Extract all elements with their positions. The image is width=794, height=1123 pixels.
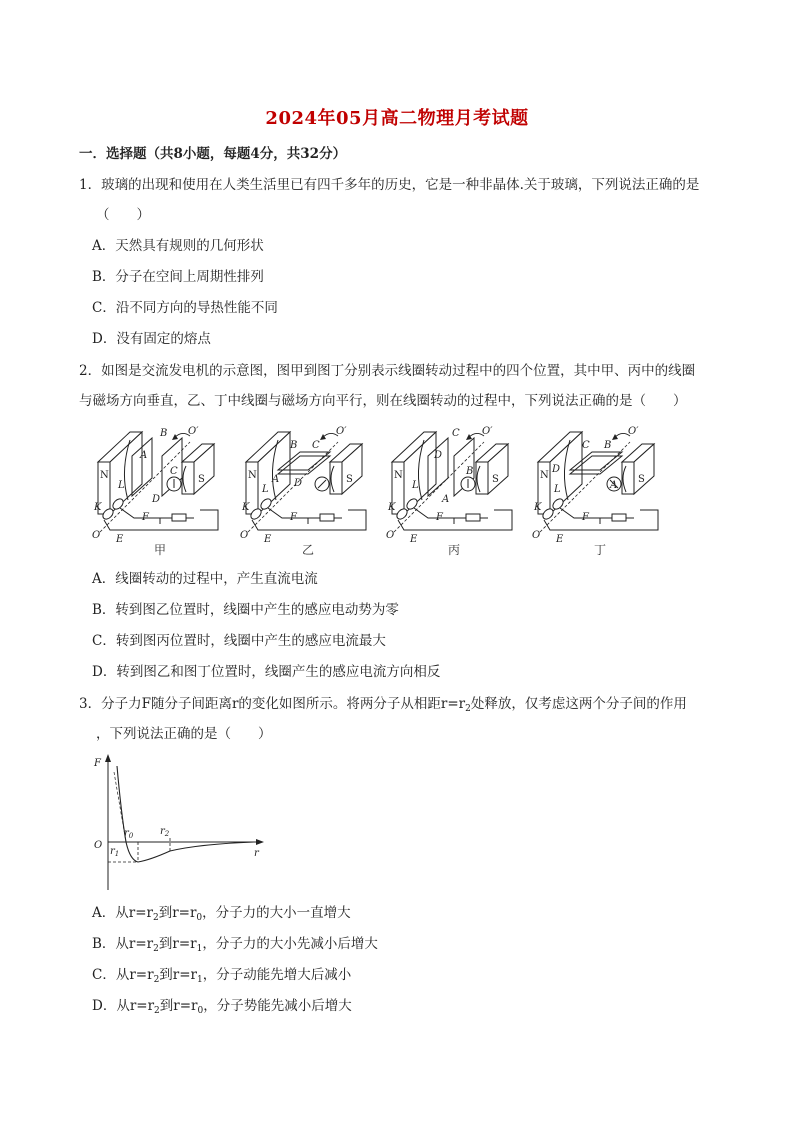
svg-text:E: E [264,534,272,545]
q1-option-b: B．分子在空间上周期性排列 [92,269,264,285]
generator-figure-ding [532,426,658,545]
svg-text:A: A [610,480,618,491]
svg-text:K: K [534,502,542,513]
label-r1: $r_1$ [110,846,120,858]
q2-option-c: C．转到图丙位置时，线圈中产生的感应电流最大 [92,633,386,649]
svg-text:F: F [436,512,443,523]
svg-text:S: S [638,474,645,485]
svg-text:S: S [198,474,205,485]
svg-text:F: F [142,512,149,523]
generator-figure-yi [240,426,366,545]
svg-text:F: F [290,512,297,523]
svg-text:S: S [346,474,353,485]
svg-text:D: D [552,464,561,475]
page-title: 2024年05月高二物理月考试题 [265,108,529,129]
svg-text:C: C [452,428,460,439]
svg-text:L: L [412,480,419,491]
q2-option-b: B．转到图乙位置时，线圈中产生的感应电动势为零 [92,602,399,618]
svg-text:S: S [492,474,499,485]
caption-ding: 丁 [594,543,607,557]
q1-option-a: A．天然具有规则的几何形状 [92,238,264,254]
q1-option-d: D．没有固定的熔点 [92,331,211,347]
svg-text:O′: O′ [482,426,493,437]
generator-figures [90,422,670,560]
svg-text:A: A [140,450,148,461]
caption-jia: 甲 [154,543,167,557]
svg-text:D: D [434,450,443,461]
caption-yi: 乙 [302,543,315,557]
q3-option-c: C．从$r=r_2$到$r=r_1$，分子动能先增大后减小 [92,967,352,985]
svg-text:O′: O′ [188,426,199,437]
svg-text:E: E [116,534,124,545]
generator-figure-jia [92,426,218,545]
svg-text:N: N [540,470,549,481]
svg-text:K: K [242,502,250,513]
svg-text:C: C [312,440,320,451]
svg-text:B: B [160,428,168,439]
svg-text:F: F [582,512,589,523]
svg-text:E: E [410,534,418,545]
svg-text:D: D [294,478,303,489]
q3-option-d: D．从$r=r_2$到$r=r_0$，分子势能先减小后增大 [92,998,352,1016]
caption-bing: 丙 [448,543,461,557]
svg-text:L: L [262,484,269,495]
svg-text:B: B [466,466,474,477]
q2-stem-2: 与磁场方向垂直，乙、丁中线圈与磁场方向平行，则在线圈转动的过程中，下列说法正确的是（ ） [79,393,687,409]
q3-option-a: A．从$r=r_2$到$r=r_0$，分子力的大小一直增大 [92,905,351,923]
svg-text:O: O [532,530,541,541]
q1-option-c: C．沿不同方向的导热性能不同 [92,300,278,316]
q3-stem-1: 3．分子力F随分子间距离r的变化如图所示。将两分子从相距$r=r_2$处释放，仅考虑这两个分子间的作用 [79,696,687,714]
svg-text:O: O [386,530,395,541]
q2-stem-1: 2．如图是交流发电机的示意图，图甲到图丁分别表示线圈转动过程中的四个位置，其中甲、丙中的线圈 [79,363,696,379]
svg-text:B: B [604,440,612,451]
svg-text:O: O [240,530,249,541]
svg-text:N: N [100,470,109,481]
svg-text:B: B [290,440,298,451]
svg-text:N: N [248,470,257,481]
q2-option-d: D．转到图乙和图丁位置时，线圈产生的感应电流方向相反 [92,664,441,680]
label-r2: $r_2$ [160,826,170,838]
axis-label-r: r [254,848,259,859]
svg-text:D: D [152,494,161,505]
force-distance-graph [90,752,270,894]
svg-text:L: L [118,480,125,491]
q3-option-b: B．从$r=r_2$到$r=r_1$，分子力的大小先减小后增大 [92,936,378,954]
q1-paren: （ ） [96,207,150,223]
svg-text:C: C [582,440,590,451]
svg-text:E: E [556,534,564,545]
svg-text:O′: O′ [336,426,347,437]
svg-text:C: C [170,466,178,477]
svg-text:A: A [442,494,450,505]
svg-text:N: N [394,470,403,481]
q1-stem: 1．玻璃的出现和使用在人类生活里已有四千多年的历史，它是一种非晶体.关于玻璃，下列说法正确的是 [79,177,700,193]
section-heading: 一．选择题（共8小题，每题4分，共32分） [79,146,347,162]
label-r0: $r_0$ [124,828,134,840]
svg-text:O′: O′ [628,426,639,437]
svg-text:L: L [554,484,561,495]
q2-option-a: A．线圈转动的过程中，产生直流电流 [92,571,318,587]
generator-figure-bing [386,426,512,545]
svg-text:A: A [272,474,280,485]
svg-text:O: O [92,530,101,541]
axis-label-f: F [94,758,101,769]
svg-text:K: K [388,502,396,513]
svg-text:K: K [94,502,102,513]
origin-label: O [94,840,103,851]
q3-stem-2: ，下列说法正确的是（ ） [96,726,272,742]
